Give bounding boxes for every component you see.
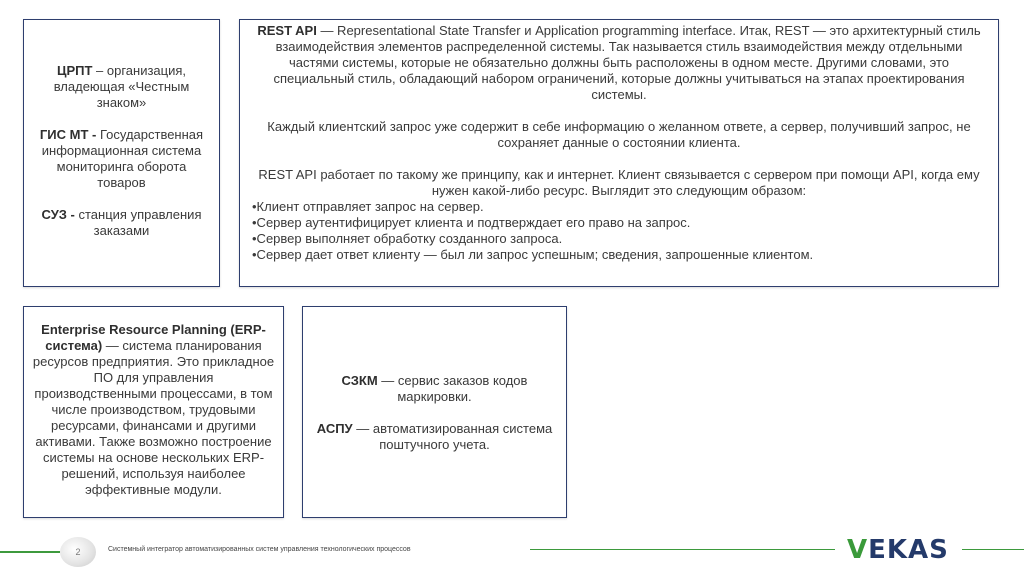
logo-v: V	[847, 535, 869, 565]
footer-divider-mid	[530, 549, 835, 550]
erp-definition: Enterprise Resource Planning (ERP-система) — система планирования ресурсов предприятия. Это прикладное ПО для управления производственными процессами, в том числе производством, трудовыми ресурсами, финансами и другими активами. Также возможно построение системы на основе нескольких ERP-решений, используя наиболее эффективные модули.	[32, 322, 275, 497]
list-item: •Клиент отправляет запрос на сервер.	[252, 199, 484, 214]
footer-divider-right	[962, 549, 1024, 550]
suz-definition: СУЗ - станция управления заказами	[41, 207, 202, 238]
footer-text: Системный интегратор автоматизированных систем управления технологических процессов	[108, 546, 411, 553]
footer-divider-left	[0, 551, 60, 553]
aspu-definition: АСПУ — автоматизированная система поштучного учета.	[316, 421, 553, 452]
rest-api-box	[239, 19, 999, 287]
page-number: 2	[60, 537, 96, 567]
crpt-definition: ЦРПТ – организация, владеющая «Честным знаком»	[53, 63, 190, 110]
definitions-box-crpt	[23, 19, 220, 287]
gis-mt-definition: ГИС МТ - Государственная информационная система мониторинга оборота товаров	[39, 127, 204, 190]
rest-api-paragraph-2: Каждый клиентский запрос уже содержит в себе информацию о желанном ответе, а сервер, получивший запрос, не сохраняет данные о состоянии клиента.	[267, 119, 971, 150]
list-item: •Сервер выполняет обработку созданного запроса.	[252, 231, 563, 246]
erp-box	[23, 306, 284, 518]
vekas-logo	[847, 536, 955, 564]
list-item: •Сервер дает ответ клиенту — был ли запрос успешным; сведения, запрошенные клиентом.	[252, 247, 814, 262]
rest-api-paragraph-3: REST API работает по такому же принципу, как и интернет. Клиент связывается с сервером при помощи API, когда ему нужен какой-либо ресурс. Выглядит это следующим образом:	[258, 167, 980, 198]
rest-api-steps	[252, 199, 986, 263]
szkm-aspu-box	[302, 306, 567, 518]
logo-text: EKAS	[868, 535, 949, 565]
rest-api-definition: REST API — Representational State Transfer и Application programming interface. Итак, REST — это архитектурный стиль взаимодействия элементов распределенной системы. Так называется стиль взаимодействия между отдельными частями системы, которые не обязательно должны быть расположены в одном месте. Другими словами, это специальный стиль, обладающий набором ограничений, которые должны учитываться на этапах проектирования системы.	[257, 23, 981, 102]
list-item: •Сервер аутентифицирует клиента и подтверждает его право на запрос.	[252, 215, 691, 230]
szkm-definition: СЗКМ — сервис заказов кодов маркировки.	[341, 373, 528, 404]
